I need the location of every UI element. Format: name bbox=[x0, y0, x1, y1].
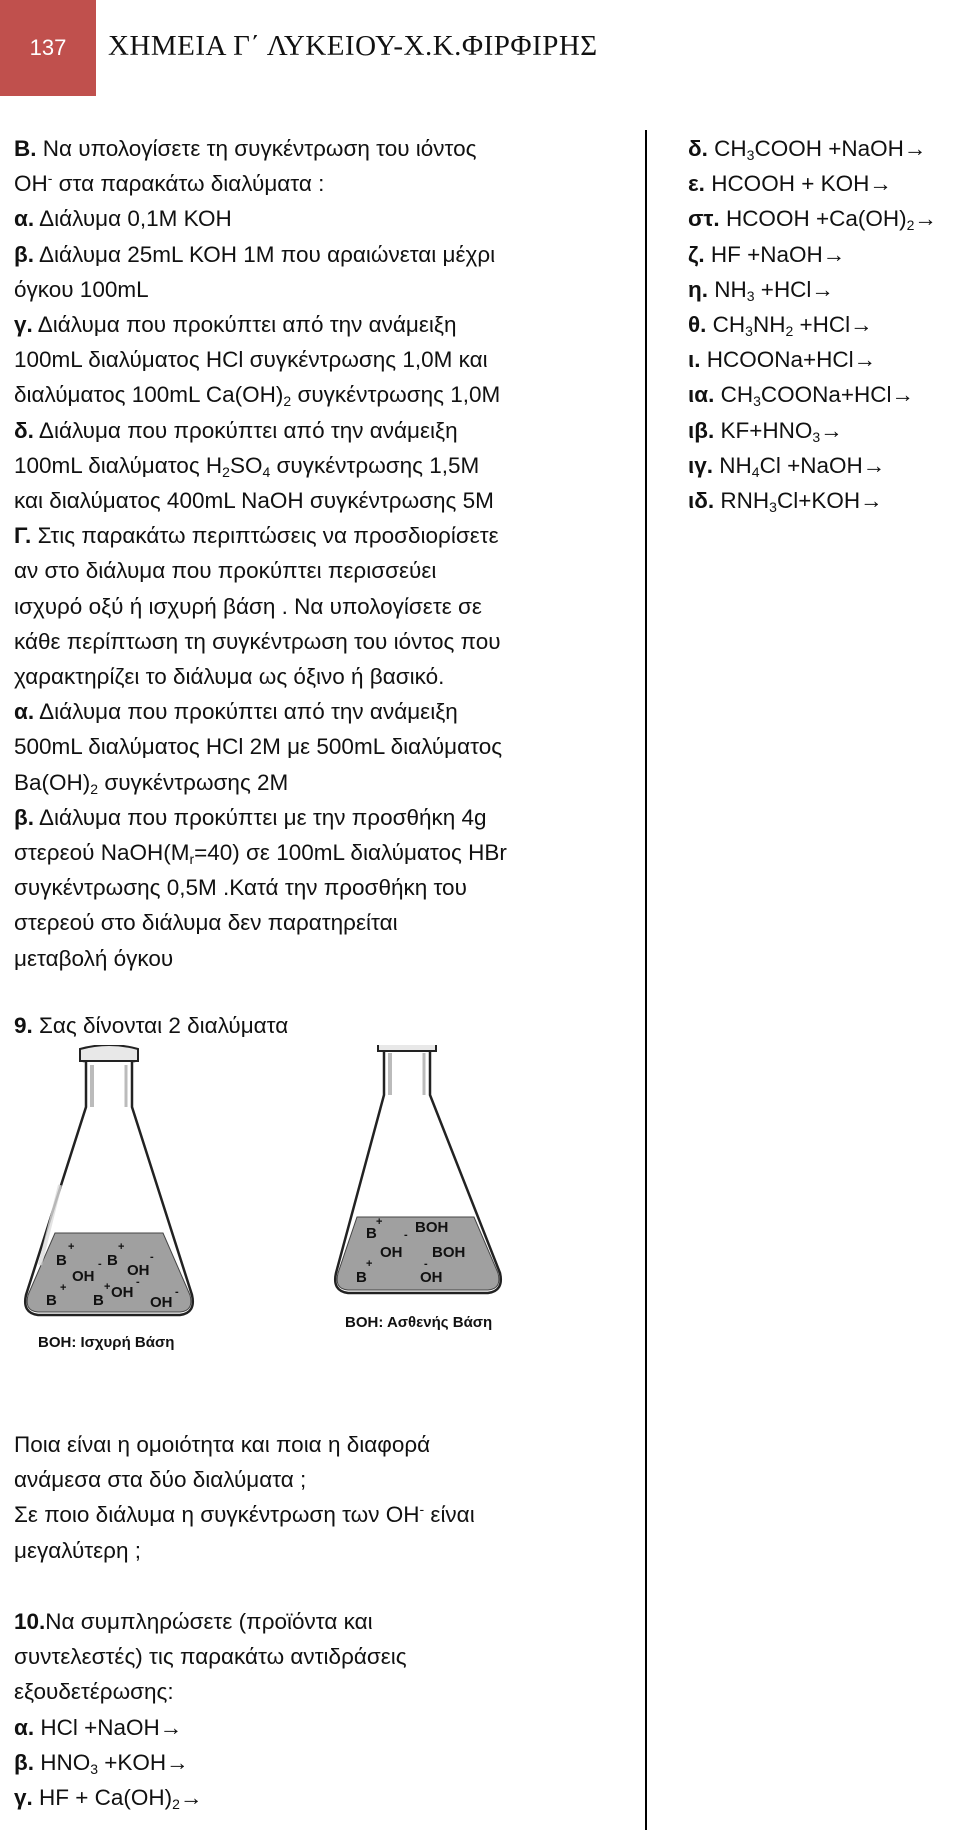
section-g-label: Γ. bbox=[14, 523, 32, 549]
ion-sign: - bbox=[175, 1286, 179, 1298]
text-fragment: είναι bbox=[424, 1502, 475, 1528]
item-label: α. bbox=[14, 699, 35, 725]
section-g-line: αν στο διάλυμα που προκύπτει περισσεύει bbox=[14, 558, 437, 584]
column-divider bbox=[645, 130, 647, 1830]
section-b-item-c bbox=[14, 307, 634, 342]
item-text: Διάλυμα που προκύπτει από την ανάμειξη bbox=[33, 417, 458, 443]
reaction-list bbox=[688, 131, 960, 518]
item-text: HF + Ca(OH) bbox=[32, 1785, 173, 1811]
subscript: 3 bbox=[90, 1760, 99, 1777]
reaction-b bbox=[14, 1745, 634, 1780]
item-text: HCl +NaOH→ bbox=[34, 1714, 183, 1740]
subscript: 2 bbox=[906, 217, 915, 234]
ion-boh: BOH bbox=[432, 1244, 466, 1261]
item-text: RNH bbox=[714, 488, 770, 514]
subscript: 4 bbox=[262, 463, 271, 480]
left-column bbox=[14, 131, 634, 976]
ion-b: B bbox=[356, 1269, 367, 1286]
subscript: 3 bbox=[745, 323, 753, 340]
subscript: 2 bbox=[283, 393, 292, 410]
ion-sign: + bbox=[376, 1216, 383, 1228]
item-label: α. bbox=[14, 1714, 35, 1740]
subscript: 3 bbox=[746, 147, 755, 163]
ion-sign: - bbox=[150, 1251, 154, 1263]
strong-base-flask bbox=[25, 1045, 193, 1351]
ion-sign: + bbox=[118, 1241, 125, 1253]
item-text: Διάλυμα 0,1Μ ΚΟΗ bbox=[34, 206, 232, 232]
item-label: ζ. bbox=[688, 241, 705, 267]
item-label: ι. bbox=[688, 347, 701, 373]
question-text: Να συμπληρώσετε (προϊόντα και bbox=[45, 1609, 373, 1634]
subscript: 2 bbox=[222, 463, 230, 480]
ion-sign: - bbox=[404, 1229, 408, 1241]
item-text: NH bbox=[752, 312, 786, 338]
reaction-c bbox=[14, 1780, 634, 1815]
text-fragment: Σε ποιο διάλυμα η συγκέντρωση των ΟΗ bbox=[14, 1502, 420, 1528]
superscript: - bbox=[47, 170, 53, 187]
ion-b: B bbox=[46, 1292, 57, 1309]
section-g-item-b-cont4: μεταβολή όγκου bbox=[14, 945, 174, 971]
ion-sign: + bbox=[366, 1258, 373, 1270]
weak-base-flask bbox=[335, 1045, 501, 1331]
ion-sign: - bbox=[424, 1258, 428, 1270]
ion-sign: - bbox=[98, 1258, 102, 1270]
section-g-line: κάθε περίπτωση τη συγκέντρωση του ιόντος που bbox=[14, 628, 501, 654]
reaction-item bbox=[688, 413, 960, 448]
item-text: HNO bbox=[33, 1749, 91, 1775]
ion-oh: OH bbox=[127, 1262, 150, 1279]
subscript: 3 bbox=[769, 499, 777, 516]
item-text: HF +NaOH→ bbox=[704, 241, 846, 267]
subscript: 2 bbox=[172, 1796, 180, 1813]
ion-sign: + bbox=[60, 1282, 67, 1294]
item-text: συγκέντρωσης 1,0Μ bbox=[291, 382, 501, 408]
item-text: συγκέντρωσης 1,5Μ bbox=[270, 452, 480, 478]
item-label: η. bbox=[688, 276, 708, 302]
ion-oh: OH bbox=[111, 1284, 134, 1301]
reaction-a bbox=[14, 1710, 634, 1745]
section-b-item-a bbox=[14, 201, 634, 236]
ion-oh: OH bbox=[150, 1294, 173, 1311]
question-line: Ποια είναι η ομοιότητα και ποια η διαφορά bbox=[14, 1432, 431, 1457]
item-text: Διάλυμα που προκύπτει από την ανάμειξη bbox=[32, 312, 457, 338]
item-text: COOH +NaOH→ bbox=[754, 136, 927, 161]
section-g-item-a-cont2 bbox=[14, 765, 634, 800]
item-label: γ. bbox=[14, 312, 33, 338]
reaction-item bbox=[688, 237, 960, 272]
section-g-text: Στις παρακάτω περιπτώσεις να προσδιορίσετε bbox=[31, 523, 499, 549]
subscript: 3 bbox=[746, 287, 755, 304]
item-text: στερεού NaOH(M bbox=[14, 840, 190, 866]
item-text: 100mL διαλύματος HCl συγκέντρωσης 1,0Μ και bbox=[14, 347, 488, 373]
item-text: +HCl→ bbox=[754, 276, 834, 302]
question-line: ανάμεσα στα δύο διαλύματα ; bbox=[14, 1467, 307, 1493]
item-text: NH bbox=[708, 276, 747, 302]
reaction-item bbox=[688, 342, 960, 377]
reaction-item bbox=[688, 448, 960, 483]
question-10-heading bbox=[14, 1604, 634, 1639]
question-10 bbox=[14, 1604, 634, 1815]
item-label: στ. bbox=[688, 206, 720, 232]
section-g-item-b-cont bbox=[14, 835, 634, 870]
item-text: διαλύματος 100mL Ca(OH) bbox=[14, 382, 284, 408]
ion-b: B bbox=[93, 1292, 104, 1309]
ion-boh: BOH bbox=[415, 1219, 449, 1236]
subscript: 3 bbox=[812, 428, 821, 445]
page-title: ΧΗΜΕΙΑ Γ΄ ΛΥΚΕΙΟΥ-Χ.Κ.ΦΙΡΦΙΡΗΣ bbox=[108, 30, 598, 62]
question-line: εξουδετέρωσης: bbox=[14, 1679, 174, 1705]
question-number: 9. bbox=[14, 1013, 33, 1038]
section-g-item-a-cont bbox=[14, 729, 634, 764]
ion-oh: OH bbox=[72, 1268, 95, 1285]
item-label: ε. bbox=[688, 171, 705, 197]
ion-sign: - bbox=[136, 1276, 140, 1288]
text-fragment: ΟΗ bbox=[14, 171, 48, 197]
weak-base-caption: ΒΟΗ: Ασθενής Βάση bbox=[345, 1314, 493, 1331]
section-b-item-d-cont2 bbox=[14, 483, 634, 518]
reaction-item bbox=[688, 307, 960, 342]
section-b-item-b-cont bbox=[14, 272, 634, 307]
question-number: 10. bbox=[14, 1609, 46, 1634]
item-text: Διάλυμα που προκύπτει με την προσθήκη 4g bbox=[33, 804, 487, 830]
reaction-item bbox=[688, 377, 960, 412]
section-g-item-b-cont3: στερεού στο διάλυμα δεν παρατηρείται bbox=[14, 910, 398, 936]
page-number-badge bbox=[0, 0, 96, 96]
question-line bbox=[14, 1497, 634, 1532]
item-text: όγκου 100mL bbox=[14, 276, 149, 302]
question-9-heading bbox=[14, 1013, 288, 1039]
item-label: ια. bbox=[688, 382, 715, 408]
ion-oh: OH bbox=[380, 1244, 403, 1261]
reaction-item bbox=[688, 201, 960, 236]
item-text: CH bbox=[714, 382, 754, 408]
item-text: Διάλυμα που προκύπτει από την ανάμειξη bbox=[34, 699, 458, 725]
item-label: ιδ. bbox=[688, 488, 715, 514]
section-b-label: Β. bbox=[14, 136, 37, 161]
section-b-item-d-cont bbox=[14, 448, 634, 483]
item-text: 500mL διαλύματος HCl 2M με 500mL διαλύματος bbox=[14, 734, 503, 760]
subscript: 2 bbox=[90, 780, 99, 797]
section-b-item-c-cont bbox=[14, 342, 634, 377]
item-text: NH bbox=[713, 452, 752, 478]
text-fragment: στα παρακάτω διαλύματα : bbox=[52, 171, 325, 197]
item-label: α. bbox=[14, 206, 35, 232]
reaction-item bbox=[688, 166, 960, 201]
item-text: Cl +NaOH→ bbox=[759, 452, 886, 478]
item-text: HCOOH +Ca(OH) bbox=[719, 206, 907, 232]
ion-sign: + bbox=[104, 1281, 111, 1293]
item-text: COONa+HCl→ bbox=[760, 382, 915, 408]
section-g-intro bbox=[14, 518, 634, 553]
subscript: 3 bbox=[753, 393, 761, 410]
item-text: Διάλυμα 25mL ΚΟΗ 1Μ που αραιώνεται μέχρι bbox=[33, 241, 496, 267]
item-text: CH bbox=[707, 136, 747, 161]
section-b-item-d bbox=[14, 413, 634, 448]
item-text: +KOH→ bbox=[98, 1749, 189, 1775]
item-text: Ba(OH) bbox=[14, 769, 91, 795]
ion-sign: + bbox=[68, 1241, 75, 1253]
item-text: =40) σε 100mL διαλύματος HBr bbox=[194, 840, 507, 866]
section-b-intro-2 bbox=[14, 166, 634, 201]
item-text: Cl+KOH→ bbox=[776, 488, 883, 514]
ion-oh: OH bbox=[420, 1269, 443, 1286]
strong-base-caption: ΒΟΗ: Ισχυρή Βάση bbox=[38, 1334, 175, 1351]
item-label: β. bbox=[14, 804, 34, 830]
item-text: → bbox=[914, 206, 937, 232]
section-b-item-b bbox=[14, 237, 634, 272]
item-text: KF+HNO bbox=[714, 417, 813, 443]
reaction-item bbox=[688, 272, 960, 307]
item-label: δ. bbox=[688, 136, 708, 161]
item-text: → bbox=[820, 417, 843, 443]
question-line: μεγαλύτερη ; bbox=[14, 1537, 142, 1563]
item-text: CH bbox=[706, 312, 746, 338]
reaction-item bbox=[688, 131, 960, 166]
item-text: HCOONa+HCl→ bbox=[700, 347, 877, 373]
item-text: και διαλύματος 400mL NaOH συγκέντρωσης 5Μ bbox=[14, 488, 494, 514]
item-label: δ. bbox=[14, 417, 34, 443]
flasks-illustration bbox=[0, 1045, 560, 1425]
question-9-text bbox=[14, 1427, 634, 1568]
subscript: 2 bbox=[785, 323, 794, 340]
section-b-item-c-cont2 bbox=[14, 377, 634, 412]
page-number: 137 bbox=[29, 35, 67, 60]
superscript: - bbox=[419, 1501, 425, 1518]
subscript: r bbox=[189, 851, 195, 868]
section-g-line: χαρακτηρίζει το διάλυμα ως όξινο ή βασικό. bbox=[14, 664, 445, 690]
subscript: 4 bbox=[751, 463, 760, 480]
item-label: ιβ. bbox=[688, 417, 715, 443]
section-g-item-b-cont2: συγκέντρωσης 0,5Μ .Κατά την προσθήκη του bbox=[14, 875, 467, 901]
question-text: Σας δίνονται 2 διαλύματα bbox=[32, 1013, 289, 1038]
item-text: SO bbox=[229, 452, 263, 478]
item-label: ιγ. bbox=[688, 452, 714, 478]
item-text: συγκέντρωσης 2Μ bbox=[98, 769, 289, 795]
section-g-line: ισχυρό οξύ ή ισχυρή βάση . Να υπολογίσετε σε bbox=[14, 593, 482, 619]
item-text: → bbox=[179, 1785, 203, 1811]
item-text: 100mL διαλύματος H bbox=[14, 452, 223, 478]
ion-b: B bbox=[56, 1252, 67, 1269]
ion-b: B bbox=[107, 1252, 118, 1269]
item-text: HCOOH + KOH→ bbox=[704, 171, 892, 197]
ion-b: B bbox=[366, 1225, 377, 1242]
question-line: συντελεστές) τις παρακάτω αντιδράσεις bbox=[14, 1644, 407, 1670]
section-b-text: Να υπολογίσετε τη συγκέντρωση του ιόντος bbox=[36, 136, 477, 161]
section-b-intro bbox=[14, 131, 634, 166]
reaction-item bbox=[688, 483, 960, 518]
section-g-item-a bbox=[14, 694, 634, 729]
item-label: θ. bbox=[688, 312, 707, 338]
section-g-item-b bbox=[14, 800, 634, 835]
item-label: β. bbox=[14, 1749, 34, 1775]
item-text: +HCl→ bbox=[793, 312, 873, 338]
item-label: γ. bbox=[14, 1785, 33, 1811]
item-label: β. bbox=[14, 241, 34, 267]
